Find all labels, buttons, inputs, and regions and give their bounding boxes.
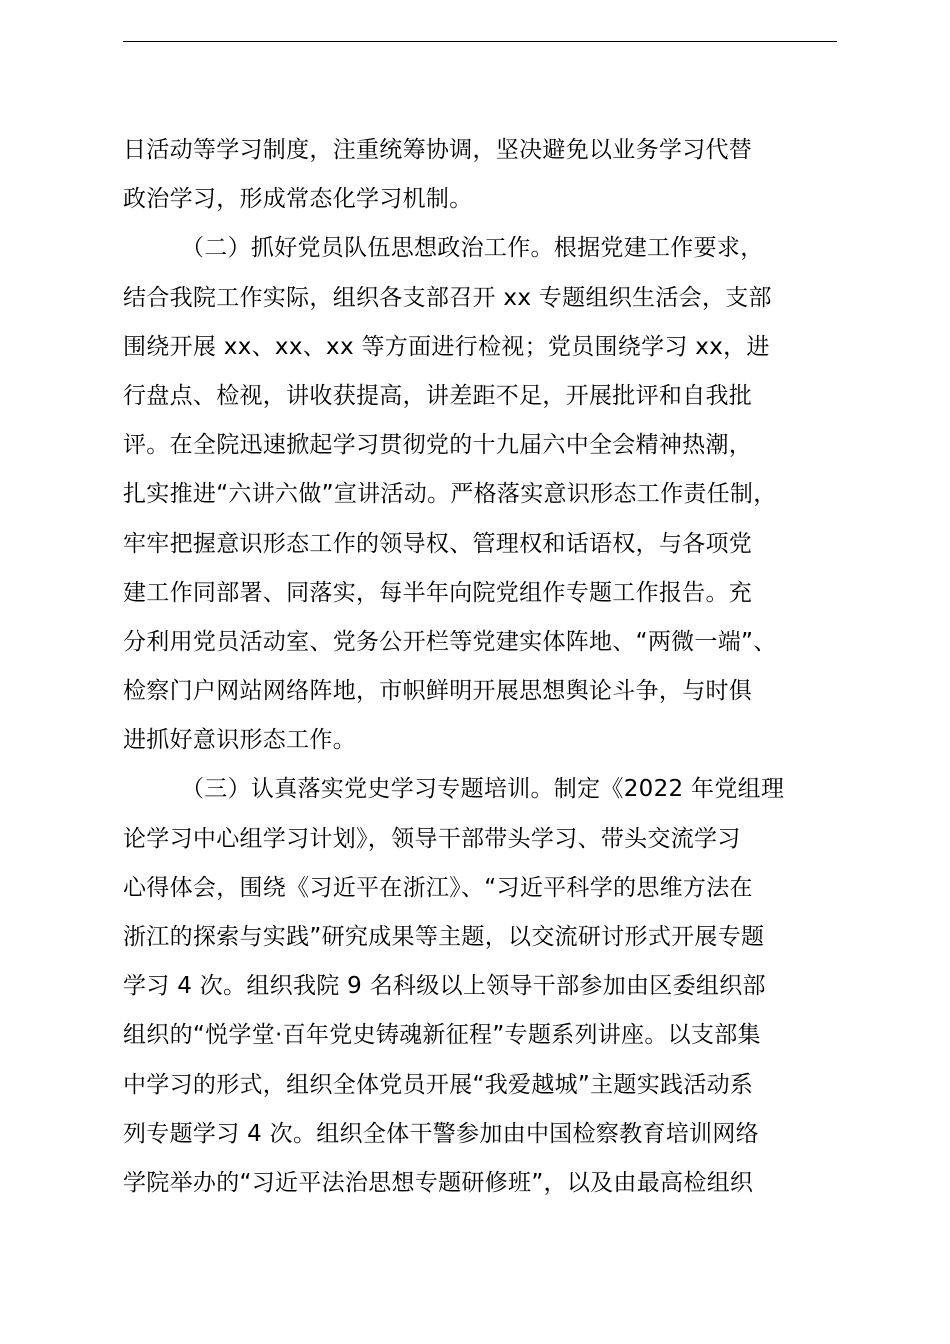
header-rule: [123, 41, 837, 42]
text-line: 日活动等学习制度，注重统筹协调，坚决避免以业务学习代替: [123, 137, 753, 163]
section-heading-line: （三）认真落实党史学习专题培训。制定《2022 年党组理: [181, 776, 785, 803]
text-line: 心得体会，围绕《习近平在浙江》、“习近平科学的思维方法在: [123, 874, 753, 901]
text-line: 评。在全院迅速掀起学习贯彻党的十九届六中全会精神热潮，: [123, 432, 753, 459]
text-line: 建工作同部署、同落实，每半年向院党组作专题工作报告。充: [123, 579, 753, 606]
text-line: 牢牢把握意识形态工作的领导权、管理权和话语权，与各项党: [123, 530, 753, 557]
text-line: 分利用党员活动室、党务公开栏等党建实体阵地、“两微一端”、: [123, 628, 777, 655]
document-body: [123, 126, 863, 1208]
text-line: 学院举办的“习近平法治思想专题研修班”，以及由最高检组织: [123, 1169, 754, 1196]
text-line: 浙江的探索与实践”研究成果等主题，以交流研讨形式开展专题: [123, 924, 765, 950]
text-line: 扎实推进“六讲六做”宣讲活动。严格落实意识形态工作责任制，: [123, 481, 777, 508]
text-line: 进抓好意识形态工作。: [123, 727, 356, 754]
text-line: 论学习中心组学习计划》，领导干部带头学习、带头交流学习: [123, 825, 741, 852]
text-line: 组织的“悦学堂·百年党史铸魂新征程”专题系列讲座。以支部集: [123, 1022, 761, 1049]
text-line: 结合我院工作实际，组织各支部召开 xx 专题组织生活会，支部: [123, 284, 772, 311]
section-heading-line: （二）抓好党员队伍思想政治工作。根据党建工作要求，: [181, 235, 764, 262]
text-line: 检察门户网站网络阵地，市帜鲜明开展思想舆论斗争，与时俱: [123, 678, 753, 705]
text-line: 行盘点、检视，讲收获提高，讲差距不足，开展批评和自我批: [123, 382, 753, 409]
text-line: 政治学习，形成常态化学习机制。: [123, 186, 473, 213]
text-line: 围绕开展 xx、xx、xx 等方面进行检视；党员围绕学习 xx，进: [123, 333, 770, 360]
text-line: 列专题学习 4 次。组织全体干警参加由中国检察教育培训网络: [123, 1120, 759, 1147]
text-line: 中学习的形式，组织全体党员开展“我爱越城”主题实践活动系: [123, 1071, 754, 1098]
text-line: 学习 4 次。组织我院 9 名科级以上领导干部参加由区委组织部: [123, 973, 766, 1000]
